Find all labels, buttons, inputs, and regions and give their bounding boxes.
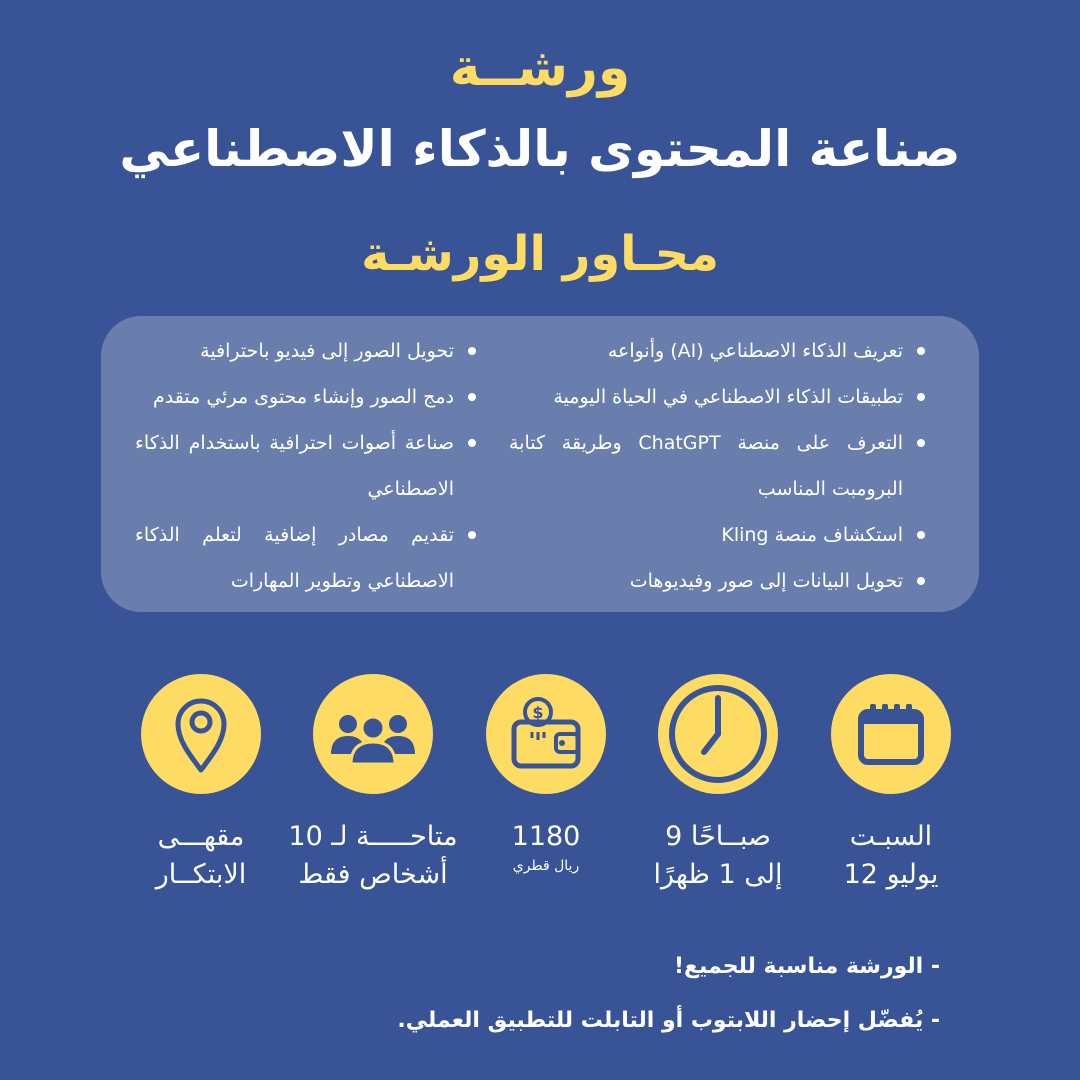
clock-icon <box>658 674 778 794</box>
topic-item: التعرف على منصة ChatGPT وطريقة كتابة البرومبت المناسب <box>509 420 929 512</box>
capacity-info <box>273 818 473 894</box>
time-start: 9 صبــاحًا <box>665 821 771 852</box>
price-amount: 1180 <box>511 821 581 852</box>
location-info <box>101 818 301 894</box>
date-value: 12 يوليو <box>843 859 939 890</box>
topics-panel <box>101 316 979 612</box>
topics-heading: محـاور الورشـة <box>361 226 719 282</box>
price-currency: ريال قطري <box>512 858 580 874</box>
topic-item: دمج الصور وإنشاء محتوى مرئي متقدم <box>135 374 480 420</box>
topic-item: تقديم مصادر إضافية لتعلم الذكاء الاصطناعي وتطوير المهارات <box>135 512 480 604</box>
svg-text:$: $ <box>532 703 544 722</box>
date-day: السبـت <box>849 821 933 852</box>
location-pin-icon <box>141 674 261 794</box>
location-line1: مقهـــى <box>157 821 245 852</box>
calendar-icon <box>831 674 951 794</box>
time-info <box>618 818 818 894</box>
topics-right-column <box>509 328 929 604</box>
people-group-icon <box>313 674 433 794</box>
date-info <box>791 818 991 894</box>
topic-item: تطبيقات الذكاء الاصطناعي في الحياة اليومية <box>509 374 929 420</box>
note-item: - يُفضّل إحضار اللابتوب أو التابلت للتطبيق العملي. <box>397 1008 940 1033</box>
capacity-line1: متاحـــــة لـ 10 <box>288 821 458 852</box>
time-end: إلى 1 ظهرًا <box>653 859 783 890</box>
wallet-dollar-icon <box>486 674 606 794</box>
note-item: - الورشة مناسبة للجميع! <box>673 954 940 979</box>
workshop-title: صناعة المحتوى بالذكاء الاصطناعي <box>119 120 961 178</box>
topic-item: تعريف الذكاء الاصطناعي (AI) وأنواعه <box>509 328 929 374</box>
topics-left-column <box>135 328 480 604</box>
price-info <box>446 818 646 876</box>
capacity-line2: أشخاص فقط <box>298 859 448 890</box>
location-line2: الابتكــار <box>155 859 247 890</box>
topic-item: تحويل الصور إلى فيديو باحترافية <box>135 328 480 374</box>
topic-item: تحويل البيانات إلى صور وفيديوهات <box>509 558 929 604</box>
notes <box>140 940 940 1048</box>
workshop-label: ورشــة <box>449 38 631 98</box>
topic-item: استكشاف منصة Kling <box>509 512 929 558</box>
topic-item: صناعة أصوات احترافية باستخدام الذكاء الاصطناعي <box>135 420 480 512</box>
